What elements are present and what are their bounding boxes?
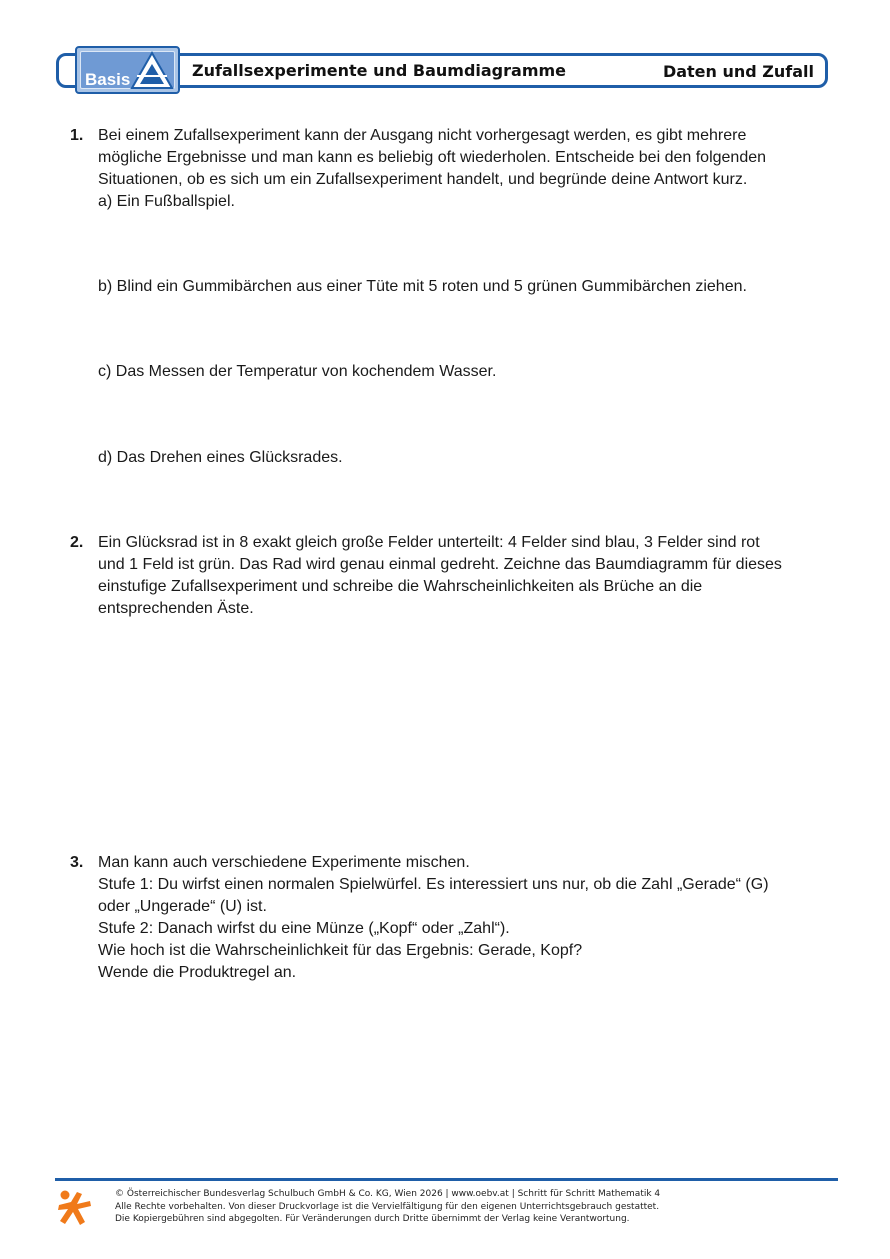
task-line: Situationen, ob es sich um ein Zufallsexperiment handelt, und begründe deine Antwort kurz.: [98, 171, 748, 188]
footer-copyright: [115, 1188, 660, 1226]
task-1c: c) Das Messen der Temperatur von kochendem Wasser.: [98, 363, 497, 380]
task-line: Man kann auch verschiedene Experimente mischen.: [98, 854, 470, 871]
task-line: Stufe 2: Danach wirfst du eine Münze („Kopf“ oder „Zahl“).: [98, 920, 510, 937]
task-text: [98, 532, 838, 620]
task-line: mögliche Ergebnisse und man kann es beliebig oft wiederholen. Entscheide bei den folgenden: [98, 149, 767, 166]
task-number: 1.: [70, 127, 84, 144]
basis-label: Basis: [85, 70, 131, 89]
task-text: [98, 852, 838, 984]
footer-divider: [55, 1178, 838, 1181]
triangle-level-icon: [129, 50, 175, 92]
task-line: Wie hoch ist die Wahrscheinlichkeit für das Ergebnis: Gerade, Kopf?: [98, 942, 583, 959]
task-number: 3.: [70, 854, 84, 871]
task-line: oder „Ungerade“ (U) ist.: [98, 898, 267, 915]
page-topic: Daten und Zufall: [662, 62, 814, 81]
task-1b: b) Blind ein Gummibärchen aus einer Tüte mit 5 roten und 5 grünen Gummibärchen ziehen.: [98, 278, 747, 295]
task-text: [98, 125, 838, 191]
footer-line: © Österreichischer Bundesverlag Schulbuch GmbH & Co. KG, Wien 2026 | www.oebv.at | Schritt für Schritt Mathematik 4: [115, 1189, 661, 1199]
task-line: Stufe 1: Du wirfst einen normalen Spielwürfel. Es interessiert uns nur, ob die Zahl „Gerade“ (G): [98, 876, 769, 893]
task-line: einstufige Zufallsexperiment und schreibe die Wahrscheinlichkeiten als Brüche an die: [98, 578, 703, 595]
footer-line: Alle Rechte vorbehalten. Von dieser Druckvorlage ist die Vervielfältigung für den eigenen Unterrichtsgebrauch gestattet.: [115, 1201, 660, 1212]
page-title: Zufallsexperimente und Baumdiagramme: [192, 61, 567, 80]
task-1d: d) Das Drehen eines Glücksrades.: [98, 449, 343, 466]
task-line: Ein Glücksrad ist in 8 exakt gleich große Felder unterteilt: 4 Felder sind blau, 3 Felder sind rot: [98, 534, 760, 551]
task-line: entsprechenden Äste.: [98, 600, 254, 617]
task-line: und 1 Feld ist grün. Das Rad wird genau einmal gedreht. Zeichne das Baumdiagramm für dieses: [98, 556, 782, 573]
publisher-logo-icon: [55, 1189, 93, 1227]
task-number: 2.: [70, 534, 84, 551]
basis-badge: [75, 46, 180, 94]
task-1a: a) Ein Fußballspiel.: [98, 193, 235, 210]
footer-line: Die Kopiergebühren sind abgegolten. Für Veränderungen durch Dritte übernimmt der Verlag keine Verantwortung.: [115, 1214, 630, 1224]
task-line: Bei einem Zufallsexperiment kann der Ausgang nicht vorhergesagt werden, es gibt mehrere: [98, 127, 747, 144]
task-line: Wende die Produktregel an.: [98, 964, 297, 981]
